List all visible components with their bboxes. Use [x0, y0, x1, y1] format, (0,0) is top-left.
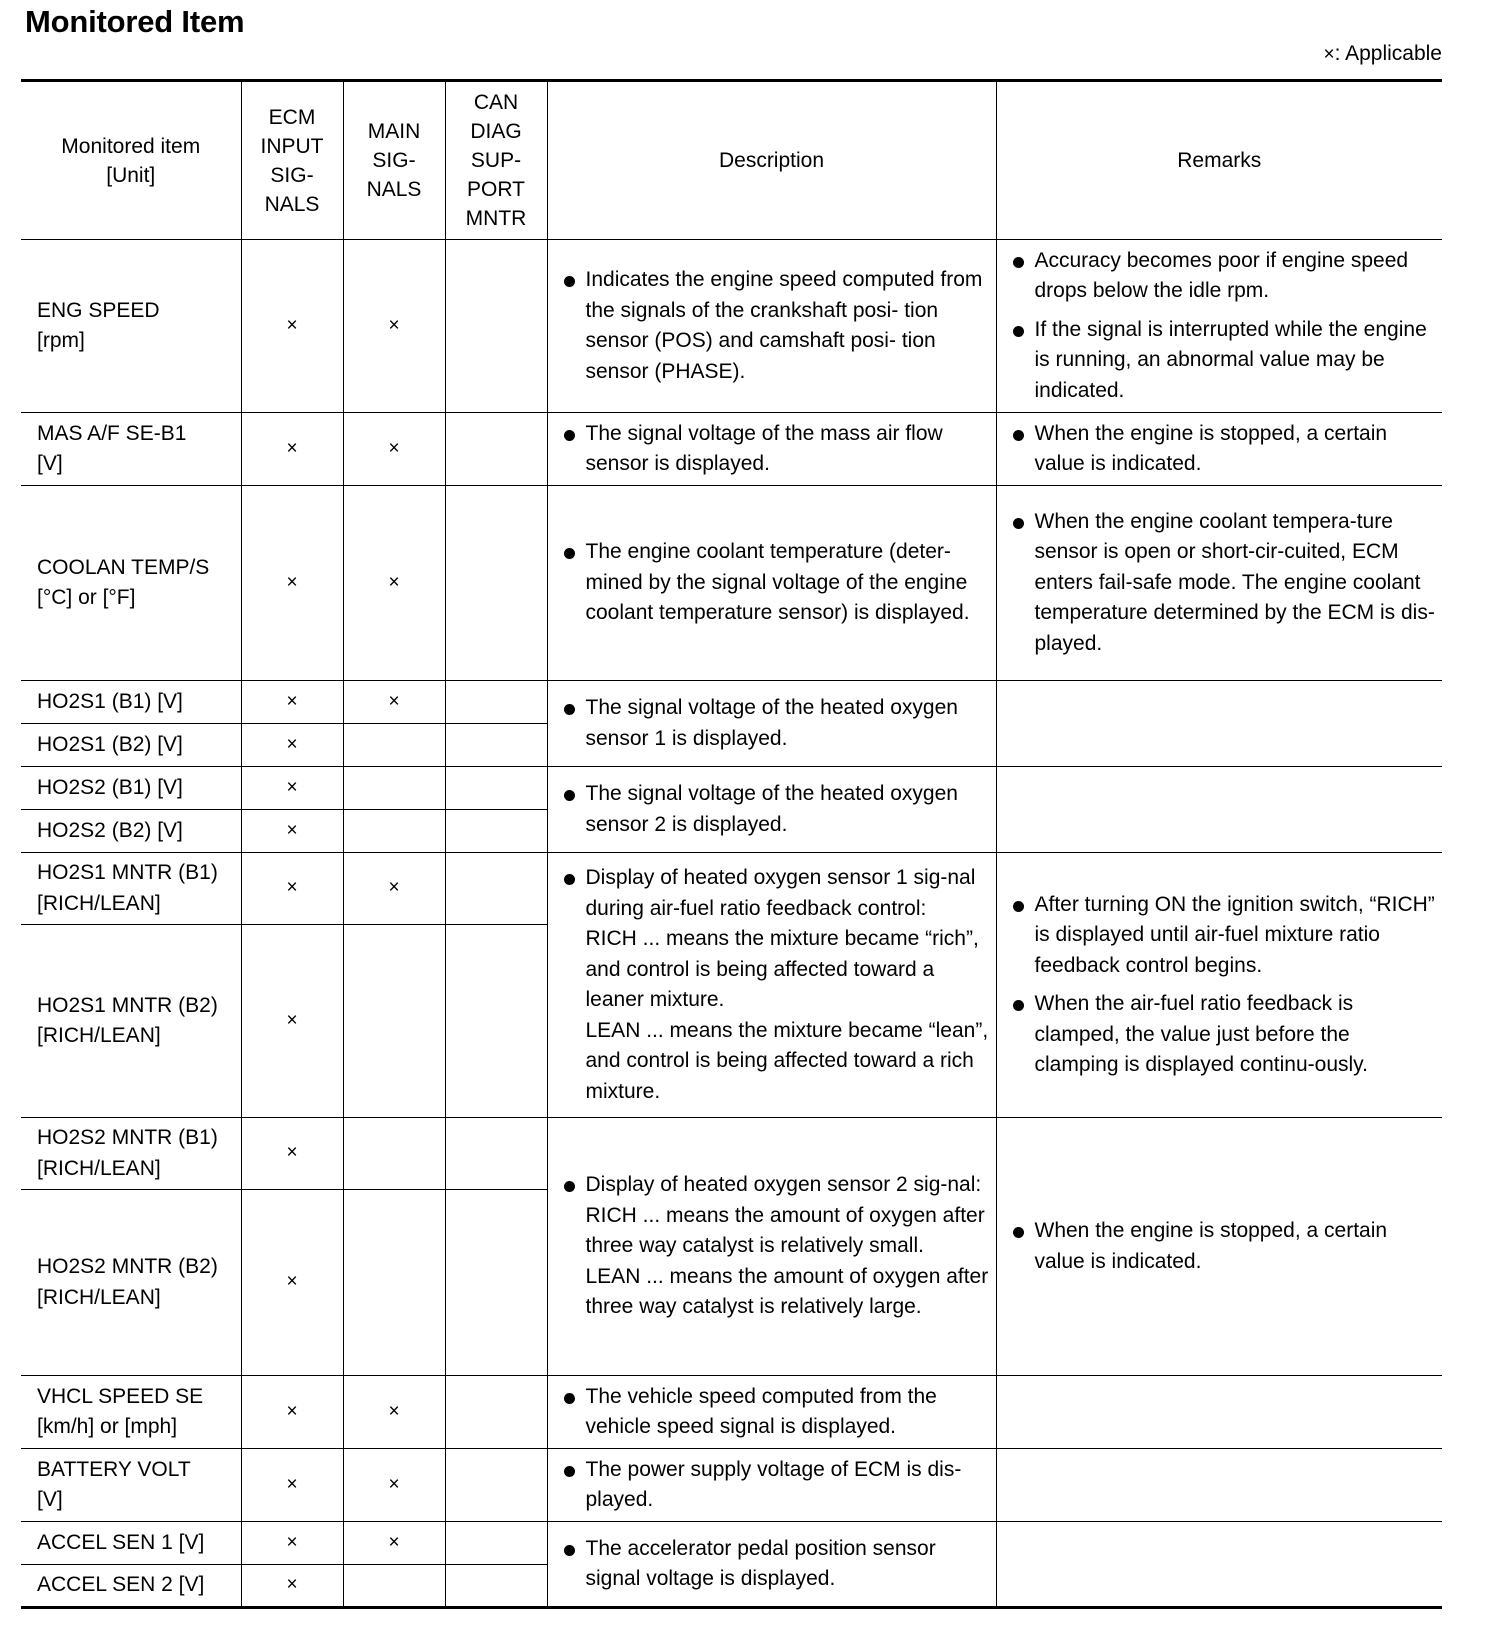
main-mark: × [343, 681, 445, 724]
remarks-cell: When the engine is stopped, a certain value is indicated. [996, 1118, 1442, 1376]
can-cell [445, 1449, 547, 1522]
description-cell: The power supply voltage of ECM is dis-played. [547, 1449, 996, 1522]
description-cell: Display of heated oxygen sensor 2 sig-nal: RICH ... means the amount of oxygen after three way catalyst is relatively small. LEAN ... means the amount of oxygen after three way catalyst is relatively large. [547, 1118, 996, 1376]
main-mark: × [343, 1449, 445, 1522]
description-cell: The signal voltage of the mass air flow sensor is displayed. [547, 413, 996, 486]
main-cell [343, 724, 445, 767]
main-mark: × [343, 413, 445, 486]
remarks-cell [996, 767, 1442, 853]
description-cell: The signal voltage of the heated oxygen sensor 1 is displayed. [547, 681, 996, 767]
col-remarks: Remarks [996, 81, 1442, 240]
can-cell [445, 810, 547, 853]
remarks-cell [996, 1449, 1442, 1522]
legend-symbol: × [1323, 44, 1335, 65]
main-cell [343, 1565, 445, 1608]
main-mark: × [343, 240, 445, 413]
table-row [21, 413, 1442, 486]
can-cell [445, 1190, 547, 1376]
can-cell [445, 925, 547, 1118]
table-row [21, 240, 1442, 413]
item-cell: BATTERY VOLT [V] [21, 1449, 241, 1522]
item-cell: HO2S1 MNTR (B1) [RICH/LEAN] [21, 853, 241, 925]
main-cell [343, 1190, 445, 1376]
can-cell [445, 1522, 547, 1565]
ecm-mark: × [241, 1190, 343, 1376]
remarks-cell: After turning ON the ignition switch, “RICH” is displayed until air-fuel mixture ratio feedback control begins. When the air-fuel ratio feedback is clamped, the value just before the clamping is displayed continu-ously. [996, 853, 1442, 1118]
item-cell: HO2S1 MNTR (B2) [RICH/LEAN] [21, 925, 241, 1118]
can-cell [445, 240, 547, 413]
ecm-mark: × [241, 1565, 343, 1608]
item-cell: COOLAN TEMP/S [°C] or [°F] [21, 486, 241, 681]
main-mark: × [343, 853, 445, 925]
main-mark: × [343, 486, 445, 681]
can-cell [445, 413, 547, 486]
can-cell [445, 767, 547, 810]
can-cell [445, 853, 547, 925]
can-cell [445, 724, 547, 767]
table-row [21, 767, 1442, 810]
table-row [21, 486, 1442, 681]
item-cell: HO2S1 (B1) [V] [21, 681, 241, 724]
description-cell: The signal voltage of the heated oxygen sensor 2 is displayed. [547, 767, 996, 853]
main-mark: × [343, 1522, 445, 1565]
main-cell [343, 767, 445, 810]
ecm-mark: × [241, 724, 343, 767]
main-mark: × [343, 1376, 445, 1449]
item-cell: ACCEL SEN 1 [V] [21, 1522, 241, 1565]
ecm-mark: × [241, 413, 343, 486]
table-row [21, 681, 1442, 724]
header-row [21, 81, 1442, 240]
main-cell [343, 925, 445, 1118]
item-cell: HO2S2 MNTR (B2) [RICH/LEAN] [21, 1190, 241, 1376]
description-cell: The engine coolant temperature (deter-mined by the signal voltage of the engine coolant temperature sensor) is displayed. [547, 486, 996, 681]
col-monitored-item: Monitored item [Unit] [21, 81, 241, 240]
item-cell: ENG SPEED [rpm] [21, 240, 241, 413]
ecm-mark: × [241, 1376, 343, 1449]
item-cell: HO2S2 (B1) [V] [21, 767, 241, 810]
remarks-cell [996, 1522, 1442, 1608]
ecm-mark: × [241, 486, 343, 681]
description-cell: Indicates the engine speed computed from the signals of the crankshaft posi- tion sensor (POS) and camshaft posi- tion sensor (PHASE). [547, 240, 996, 413]
item-cell: HO2S2 MNTR (B1) [RICH/LEAN] [21, 1118, 241, 1190]
ecm-mark: × [241, 681, 343, 724]
ecm-mark: × [241, 810, 343, 853]
table-row [21, 1522, 1442, 1565]
ecm-mark: × [241, 767, 343, 810]
item-cell: HO2S2 (B2) [V] [21, 810, 241, 853]
table-row [21, 1376, 1442, 1449]
table-row [21, 1449, 1442, 1522]
ecm-mark: × [241, 1449, 343, 1522]
legend-text: : Applicable [1334, 42, 1442, 65]
remarks-cell: When the engine is stopped, a certain value is indicated. [996, 413, 1442, 486]
ecm-mark: × [241, 1118, 343, 1190]
can-cell [445, 1376, 547, 1449]
main-cell [343, 810, 445, 853]
ecm-mark: × [241, 925, 343, 1118]
can-cell [445, 1565, 547, 1608]
remarks-cell [996, 681, 1442, 767]
description-cell: The accelerator pedal position sensor signal voltage is displayed. [547, 1522, 996, 1608]
col-description: Description [547, 81, 996, 240]
table-row [21, 1118, 1442, 1190]
col-can-diag-support-mntr: CAN DIAG SUP- PORT MNTR [445, 81, 547, 240]
applicable-legend [1323, 42, 1442, 66]
ecm-mark: × [241, 853, 343, 925]
ecm-mark: × [241, 1522, 343, 1565]
remarks-cell: When the engine coolant tempera-ture sensor is open or short-cir-cuited, ECM enters fail-safe mode. The engine coolant temperature determined by the ECM is dis-played. [996, 486, 1442, 681]
remarks-cell [996, 1376, 1442, 1449]
col-main-signals: MAIN SIG- NALS [343, 81, 445, 240]
can-cell [445, 1118, 547, 1190]
item-cell: ACCEL SEN 2 [V] [21, 1565, 241, 1608]
item-cell: HO2S1 (B2) [V] [21, 724, 241, 767]
item-cell: MAS A/F SE-B1 [V] [21, 413, 241, 486]
main-cell [343, 1118, 445, 1190]
can-cell [445, 681, 547, 724]
col-ecm-input-signals: ECM INPUT SIG- NALS [241, 81, 343, 240]
can-cell [445, 486, 547, 681]
ecm-mark: × [241, 240, 343, 413]
item-cell: VHCL SPEED SE [km/h] or [mph] [21, 1376, 241, 1449]
page-title: Monitored Item [25, 4, 245, 39]
description-cell: Display of heated oxygen sensor 1 sig-nal during air-fuel ratio feedback control: RICH ... means the mixture became “rich”, and control is being affected toward a leaner mixture. LEAN ... means the mixture became “lean”, and control is being affected toward a rich mixture. [547, 853, 996, 1118]
monitored-item-table [21, 79, 1442, 1609]
table-row [21, 853, 1442, 925]
description-cell: The vehicle speed computed from the vehicle speed signal is displayed. [547, 1376, 996, 1449]
remarks-cell: Accuracy becomes poor if engine speed drops below the idle rpm. If the signal is interrupted while the engine is running, an abnormal value may be indicated. [996, 240, 1442, 413]
